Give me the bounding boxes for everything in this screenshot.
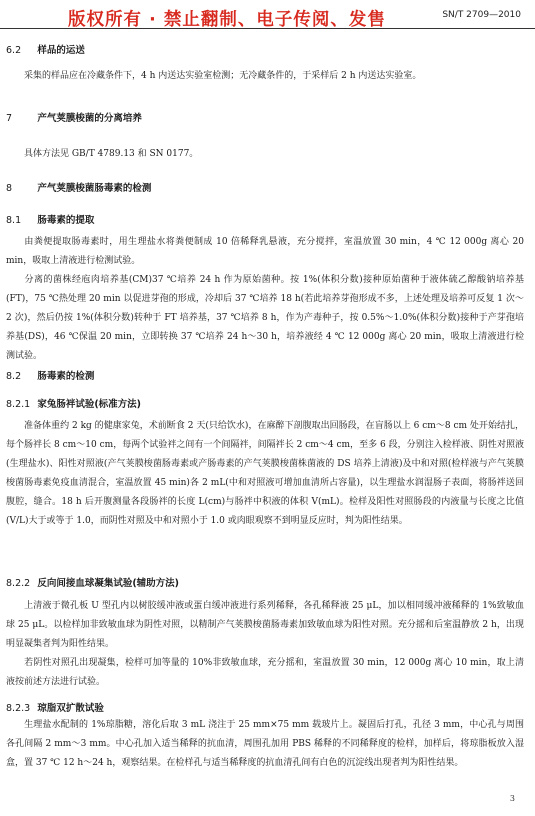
paragraph-text: 若阴性对照孔出现凝集，检样可加等量的 10%非致敏血球，充分摇和，室温放置 30 min，12 000g 离心 10 min，取上清液按前述方法进行试验。 xyxy=(6,658,524,687)
section-number: 8.1 xyxy=(6,215,22,226)
section-title: 产气荚膜梭菌的分离培养 xyxy=(37,113,142,124)
section-8-2-2-heading xyxy=(6,575,179,589)
section-number: 8.2.1 xyxy=(6,399,31,410)
section-8-1-paragraph-2 xyxy=(6,271,524,366)
section-8-2-heading xyxy=(6,368,94,382)
section-number: 8.2.2 xyxy=(6,578,31,589)
section-number: 8 xyxy=(6,183,13,194)
section-title: 产气荚膜梭菌肠毒素的检测 xyxy=(37,183,152,194)
standard-number: SN/T 2709—2010 xyxy=(442,10,521,20)
section-8-heading xyxy=(6,180,151,194)
section-number: 6.2 xyxy=(6,45,22,56)
section-8-2-3-paragraph xyxy=(6,716,524,773)
section-8-2-3-heading xyxy=(6,700,104,714)
section-8-2-1-heading xyxy=(6,396,141,410)
copyright-watermark: 版权所有 · 禁止翻制、电子传阅、发售 xyxy=(68,10,386,30)
paragraph-text: 采集的样品应在冷藏条件下，4 h 内送达实验室检测；无冷藏条件的，于采样后 2 h 内送达实验室。 xyxy=(24,71,422,81)
section-8-1-paragraph-1 xyxy=(6,233,524,271)
section-number: 8.2.3 xyxy=(6,703,31,714)
section-7-text xyxy=(6,145,524,164)
section-8-2-2-paragraph-1 xyxy=(6,597,524,654)
section-number: 8.2 xyxy=(6,371,22,382)
section-6-2-heading xyxy=(6,42,85,56)
section-title: 样品的运送 xyxy=(37,45,85,56)
section-8-2-1-paragraph xyxy=(6,417,524,531)
section-7-heading xyxy=(6,110,142,124)
section-title: 家兔肠袢试验(标准方法) xyxy=(37,399,141,410)
paragraph-text: 准备体重约 2 kg 的健康家兔，术前断食 2 天(只给饮水)，在麻醉下剖腹取出回肠段，在盲肠以上 6 cm～8 cm 处开始结扎，每个肠袢长 8 cm～10 cm，每两个试验袢之间有一个间隔袢，间隔袢长 2 cm～4 cm，至多 6 段，分别注入检样液、阴性对照液(生理盐水)、阳性对照液(产气荚膜梭菌肠毒素或产肠毒素的产气荚膜梭菌株菌液的 DS 培养上清液)及中和对照(检样液与产气荚膜梭菌肠毒素免疫血清混合，室温放置 45 min)各 2 mL(中和对照液可增加血清所占容量)，以生理盐水润湿肠子表面，将肠袢送回腹腔，缝合。18 h 后开腹测量各段肠袢的长度 L(cm)与肠袢中积液的体积 V(mL)。检样及阳性对照肠段的内液量与长度之比值(V/L)大于或等于 1.0，而阴性对照及中和对照小于 1.0 或肉眼观察不到明显反应时，判为阳性结果。 xyxy=(6,421,524,526)
paragraph-text: 分离的菌株经庖肉培养基(CM)37 ℃培养 24 h 作为原始菌种。按 1%(体积分数)接种原始菌种于液体硫乙醇酸钠培养基(FT)，75 ℃热处理 20 min 以促进芽孢的形成，冷却后 37 ℃培养 18 h(若此培养芽孢形成不多，上述处理及培养可反复 1 次～2 次)，然后仍按 1%(体积分数)转种于 FT 培养基，37 ℃培养 8 h，作为产毒种子，按 0.5%～1.0%(体积分数)接种于产芽孢培养基(DS)，46 ℃保温 20 min，立即转换 37 ℃培养 24 h～30 h，培养液经 4 ℃ 12 000g 离心 20 min，吸取上清液进行检测试验。 xyxy=(6,275,524,361)
section-title: 肠毒素的提取 xyxy=(37,215,95,226)
section-8-2-2-paragraph-2 xyxy=(6,654,524,692)
paragraph-text: 由粪便提取肠毒素时，用生理盐水将粪便制成 10 倍稀释乳悬液，充分搅拌，室温放置 30 min，4 ℃ 12 000g 离心 20 min，吸取上清液进行检测试验。 xyxy=(6,237,524,266)
paragraph-text: 生理盐水配制的 1%琼脂糖，溶化后取 3 mL 浇注于 25 mm×75 mm 载玻片上。凝固后打孔，孔径 3 mm，中心孔与周围各孔间隔 2 mm～3 mm。中心孔加入适当稀释的抗血清，周围孔加用 PBS 稀释的不同稀释度的检样，加样后，将琼脂板放入湿盒，置 37 ℃ 12 h～24 h，观察结果。在检样孔与适当稀释度的抗血清孔间有白色的沉淀线出现者判为阳性结果。 xyxy=(6,720,524,768)
section-number: 7 xyxy=(6,113,13,124)
header-divider xyxy=(0,28,535,29)
section-8-1-heading xyxy=(6,212,94,226)
paragraph-text: 具体方法见 GB/T 4789.13 和 SN 0177。 xyxy=(24,149,199,159)
section-title: 肠毒素的检测 xyxy=(37,371,95,382)
section-title: 琼脂双扩散试验 xyxy=(37,703,104,714)
section-title: 反向间接血球凝集试验(辅助方法) xyxy=(37,578,179,589)
page-number: 3 xyxy=(509,794,515,803)
section-6-2-text xyxy=(6,67,524,86)
paragraph-text: 上清液于微孔板 U 型孔内以树胶缓冲液或蛋白缓冲液进行系列稀释，各孔稀释液 25 μL，加以相同缓冲液稀释的 1%致敏血球 25 μL。以检样加非致敏血球为阴性对照，以精制产气荚膜梭菌肠毒素加致敏血球为阳性对照。充分摇和后室温静放 2 h，出现明显凝集者判为阳性结果。 xyxy=(6,601,524,649)
